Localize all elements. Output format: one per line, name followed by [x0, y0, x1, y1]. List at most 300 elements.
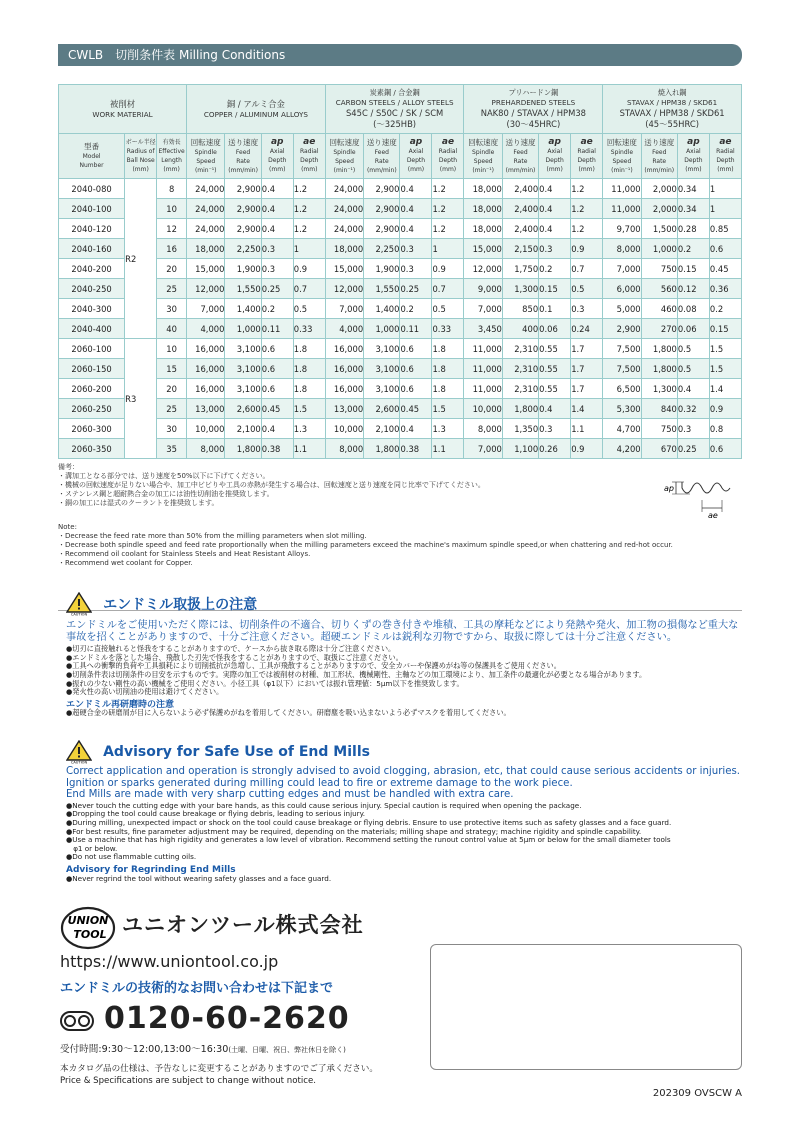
value-cell: 0.06 — [677, 319, 709, 339]
value-cell: 3,100 — [364, 359, 400, 379]
caution-en-intro-line: End Mills are made with very sharp cutting edges and must be handled with extra care. — [66, 789, 514, 801]
material-header-carbon — [325, 85, 464, 134]
param-header — [709, 134, 741, 179]
material-line: NAK80 / STAVAX / HPM38 — [480, 108, 586, 118]
caution-en-item: ●Dropping the tool could cause breakage or flying debris, leading to serious injury. — [66, 809, 366, 819]
value-cell: 1,750 — [502, 259, 538, 279]
value-cell: 10,000 — [325, 419, 363, 439]
param-header — [293, 134, 325, 179]
value-cell: 0.33 — [293, 319, 325, 339]
param-header — [502, 134, 538, 179]
value-cell: 5,000 — [603, 299, 641, 319]
value-cell: 11,000 — [464, 379, 502, 399]
param-unit: (min⁻¹) — [611, 166, 633, 174]
value-cell: 0.4 — [261, 199, 293, 219]
value-cell: 1.2 — [293, 199, 325, 219]
value-cell: 2,900 — [364, 179, 400, 199]
length-cell: 12 — [157, 219, 187, 239]
value-cell: 0.4 — [261, 419, 293, 439]
caution-en-intro-line: Ignition or sparks generated during milling could lead to fire or extreme damage to the work piece. — [66, 777, 573, 789]
value-cell: 7,000 — [325, 299, 363, 319]
param-en: Spindle — [610, 148, 634, 156]
value-cell: 0.2 — [539, 259, 571, 279]
value-cell: 1.8 — [432, 359, 464, 379]
model-cell: 2060-150 — [59, 359, 125, 379]
model-cell: 2060-250 — [59, 399, 125, 419]
value-cell: 2,100 — [364, 419, 400, 439]
value-cell: 0.4 — [400, 219, 432, 239]
value-cell: 0.36 — [709, 279, 741, 299]
value-cell: 0.26 — [539, 439, 571, 459]
caution-en-item: ●For best results, fine parameter adjustment may be required, depending on the materials; milling shape and strategy; machine rigidity and spindle capability. — [66, 826, 642, 836]
value-cell: 16,000 — [325, 339, 363, 359]
param-en: Rate — [374, 157, 389, 165]
length-cell: 20 — [157, 259, 187, 279]
value-cell: 0.4 — [261, 219, 293, 239]
value-cell: 3,100 — [225, 359, 261, 379]
value-cell: 1.4 — [709, 379, 741, 399]
notes-english — [58, 523, 673, 568]
value-cell: 1.2 — [432, 179, 464, 199]
param-unit: (mm/min) — [644, 166, 675, 174]
value-cell: 0.55 — [539, 379, 571, 399]
website-url[interactable]: https://www.uniontool.co.jp — [60, 952, 279, 971]
value-cell: 0.15 — [709, 319, 741, 339]
param-symbol: ap — [409, 137, 423, 147]
note-item: ・溝加工となる部分では、送り速度を50%以下に下げてください。 — [58, 472, 270, 480]
value-cell: 4,700 — [603, 419, 641, 439]
param-jp: 回転速度 — [190, 137, 221, 147]
value-cell: 12,000 — [325, 279, 363, 299]
param-symbol: ap — [687, 137, 700, 147]
material-line: STAVAX / HPM38 / SKD61 — [627, 98, 718, 107]
table-row — [59, 399, 742, 419]
table-row — [59, 239, 742, 259]
value-cell: 2,400 — [502, 199, 538, 219]
value-cell: 2,310 — [502, 359, 538, 379]
model-cell: 2040-200 — [59, 259, 125, 279]
value-cell: 2,400 — [502, 219, 538, 239]
value-cell: 0.9 — [293, 259, 325, 279]
caution-jp-intro-line: エンドミルをご使用いただく際には、切削条件の不適合、切りくずの巻き付きや堆積、工具の摩耗などにより発熱や発火、加工物の損傷など重大な — [66, 620, 739, 631]
length-cell: 30 — [157, 299, 187, 319]
caution-en-title: Advisory for Safe Use of End Mills — [103, 744, 370, 760]
value-cell: 24,000 — [325, 199, 363, 219]
value-cell: 0.3 — [539, 239, 571, 259]
radius-header-en: Ball Nose — [126, 157, 155, 164]
value-cell: 0.6 — [400, 339, 432, 359]
work-material-en: WORK MATERIAL — [92, 109, 153, 119]
value-cell: 1,900 — [225, 259, 261, 279]
caution-badge-text: CAUTION — [70, 612, 88, 616]
value-cell: 15,000 — [464, 239, 502, 259]
table-row — [59, 219, 742, 239]
value-cell: 1.5 — [432, 399, 464, 419]
value-cell: 1,500 — [641, 219, 677, 239]
table-row — [59, 379, 742, 399]
param-symbol: ae — [580, 137, 593, 147]
table-row — [59, 319, 742, 339]
value-cell: 1.3 — [432, 419, 464, 439]
material-line: STAVAX / HPM38 / SKD61 — [619, 108, 725, 118]
param-symbol: ap — [548, 137, 561, 147]
param-en: Speed — [473, 157, 493, 165]
value-cell: 1.8 — [432, 379, 464, 399]
caution-en-item: φ1 or below. — [66, 843, 118, 853]
material-line: PREHARDENED STEELS — [491, 98, 576, 107]
value-cell: 7,500 — [603, 359, 641, 379]
value-cell: 0.45 — [261, 399, 293, 419]
param-header — [464, 134, 502, 179]
model-cell: 2060-200 — [59, 379, 125, 399]
param-en: Speed — [196, 157, 216, 165]
value-cell: 9,000 — [464, 279, 502, 299]
param-header — [677, 134, 709, 179]
note-item: ・Decrease the feed rate more than 50% from the milling parameters when slot milling. — [58, 532, 367, 540]
union-tool-logo — [60, 905, 116, 951]
value-cell: 11,000 — [464, 339, 502, 359]
param-jp: 送り速度 — [505, 137, 536, 147]
value-cell: 0.5 — [293, 299, 325, 319]
value-cell: 0.34 — [677, 199, 709, 219]
value-cell: 0.1 — [539, 299, 571, 319]
table-row — [59, 259, 742, 279]
model-cell: 2040-100 — [59, 199, 125, 219]
model-cell: 2040-250 — [59, 279, 125, 299]
value-cell: 3,100 — [225, 339, 261, 359]
milling-conditions-table — [58, 84, 742, 459]
value-cell: 0.15 — [677, 259, 709, 279]
radius-cell: R2 — [125, 179, 157, 339]
length-header-unit: (mm) — [163, 166, 180, 173]
reception-hours — [60, 1041, 346, 1055]
radius-header-jp: ボール半径 — [125, 139, 156, 146]
length-header-en: Effective — [158, 148, 185, 155]
inquiry-text: エンドミルの技術的なお問い合わせは下記まで — [60, 981, 334, 996]
param-unit: (min⁻¹) — [472, 166, 494, 174]
logo-text-top: UNION — [67, 914, 109, 927]
value-cell: 0.9 — [571, 239, 603, 259]
material-line: (～325HB) — [373, 119, 417, 129]
logo-text-bottom: TOOL — [73, 928, 107, 941]
value-cell: 1,800 — [641, 339, 677, 359]
param-header — [539, 134, 571, 179]
param-jp: 送り速度 — [366, 137, 397, 147]
hours-text: 受付時間:9:30～12:00,13:00～16:30 — [60, 1044, 229, 1055]
value-cell: 0.3 — [571, 299, 603, 319]
value-cell: 18,000 — [187, 239, 225, 259]
distributor-stamp-box — [430, 944, 742, 1070]
value-cell: 0.6 — [261, 339, 293, 359]
value-cell: 2,310 — [502, 339, 538, 359]
material-header-prehardened — [464, 85, 603, 134]
param-en: Feed — [235, 148, 251, 156]
value-cell: 24,000 — [325, 219, 363, 239]
model-header-en: Model — [82, 153, 101, 160]
value-cell: 24,000 — [187, 199, 225, 219]
value-cell: 1.4 — [571, 399, 603, 419]
param-header — [641, 134, 677, 179]
value-cell: 11,000 — [464, 359, 502, 379]
value-cell: 7,000 — [603, 259, 641, 279]
value-cell: 1,100 — [502, 439, 538, 459]
value-cell: 2,900 — [603, 319, 641, 339]
param-en: Feed — [374, 148, 389, 156]
value-cell: 0.2 — [400, 299, 432, 319]
notes-en-title: Note: — [58, 523, 77, 531]
value-cell: 0.3 — [400, 239, 432, 259]
param-en: Radial — [299, 148, 319, 155]
regrind-en-title: Advisory for Regrinding End Mills — [66, 864, 236, 875]
value-cell: 0.25 — [261, 279, 293, 299]
value-cell: 1,350 — [502, 419, 538, 439]
param-en: Radial — [577, 148, 596, 155]
length-cell: 10 — [157, 339, 187, 359]
note-item: ・Recommend wet coolant for Copper. — [58, 559, 193, 567]
value-cell: 1.7 — [571, 379, 603, 399]
model-cell: 2060-100 — [59, 339, 125, 359]
param-en: Feed — [513, 148, 528, 156]
hours-note: (土曜、日曜、祝日、弊社休日を除く) — [228, 1046, 346, 1054]
value-cell: 1.5 — [293, 399, 325, 419]
value-cell: 2,900 — [225, 199, 261, 219]
value-cell: 13,000 — [325, 399, 363, 419]
param-unit: (mm) — [685, 166, 702, 173]
caution-jp-heading — [66, 592, 257, 616]
regrind-jp-title: エンドミル再研磨時の注意 — [66, 699, 175, 710]
param-en: Depth — [684, 157, 703, 164]
value-cell: 18,000 — [325, 239, 363, 259]
param-en: Depth — [438, 157, 458, 164]
model-cell: 2060-300 — [59, 419, 125, 439]
value-cell: 0.6 — [400, 379, 432, 399]
value-cell: 0.11 — [400, 319, 432, 339]
ap-ae-diagram — [660, 474, 740, 520]
value-cell: 11,000 — [603, 179, 641, 199]
value-cell: 8,000 — [187, 439, 225, 459]
value-cell: 0.2 — [677, 239, 709, 259]
value-cell: 16,000 — [187, 359, 225, 379]
value-cell: 0.45 — [709, 259, 741, 279]
param-header — [187, 134, 225, 179]
caution-en-body — [66, 766, 756, 883]
value-cell: 0.4 — [400, 199, 432, 219]
param-header — [325, 134, 363, 179]
param-header — [400, 134, 432, 179]
regrind-jp-item: ●超硬合金の研磨屑が目に入らないよう必ず保護めがねを着用してください。研磨塵を吸い込まないよう必ずマスクを着用してください。 — [66, 708, 511, 718]
value-cell: 18,000 — [464, 179, 502, 199]
value-cell: 1,000 — [225, 319, 261, 339]
value-cell: 0.9 — [432, 259, 464, 279]
value-cell: 0.45 — [400, 399, 432, 419]
caution-jp-intro-line: 事故を招くことがありますので、十分ご注意ください。超硬エンドミルは鋭利な刃物ですから、取扱に際しては十分ご注意ください。 — [66, 631, 678, 643]
caution-badge-text: CAUTION — [70, 760, 88, 764]
value-cell: 0.32 — [677, 399, 709, 419]
value-cell: 16,000 — [325, 359, 363, 379]
length-cell: 25 — [157, 399, 187, 419]
value-cell: 1,550 — [225, 279, 261, 299]
note-item: ・Decrease both spindle speed and feed rate proportionally when the milling parameters exceed the machine's maximum spindle speed,or when chattering and red-hot occur. — [58, 541, 673, 549]
param-en: Axial — [686, 148, 701, 155]
param-header — [225, 134, 261, 179]
value-cell: 11,000 — [603, 199, 641, 219]
model-cell: 2040-120 — [59, 219, 125, 239]
param-en: Axial — [269, 148, 285, 155]
param-en: Depth — [577, 157, 596, 164]
table-row — [59, 439, 742, 459]
param-unit: (mm) — [269, 166, 286, 173]
param-en: Depth — [268, 157, 287, 164]
value-cell: 1,000 — [364, 319, 400, 339]
length-cell: 35 — [157, 439, 187, 459]
param-en: Axial — [408, 148, 424, 155]
param-header — [571, 134, 603, 179]
param-unit: (min⁻¹) — [333, 166, 356, 174]
param-jp: 回転速度 — [468, 137, 499, 147]
material-line: 銅 / アルミ合金 — [226, 98, 285, 109]
param-unit: (mm) — [578, 166, 595, 173]
material-line: 炭素鋼 / 合金鋼 — [369, 88, 420, 97]
param-en: Depth — [300, 157, 319, 164]
value-cell: 0.06 — [539, 319, 571, 339]
caution-warning-icon — [66, 740, 92, 764]
param-symbol: ae — [719, 137, 732, 147]
caution-en-heading — [66, 740, 370, 764]
material-header-hardened — [603, 85, 742, 134]
model-cell: 2040-400 — [59, 319, 125, 339]
value-cell: 750 — [641, 259, 677, 279]
param-en: Feed — [652, 148, 667, 156]
value-cell: 0.3 — [261, 259, 293, 279]
value-cell: 1.5 — [709, 339, 741, 359]
value-cell: 16,000 — [325, 379, 363, 399]
value-cell: 0.55 — [539, 339, 571, 359]
value-cell: 0.4 — [677, 379, 709, 399]
value-cell: 1 — [709, 179, 741, 199]
param-unit: (mm/min) — [228, 166, 258, 174]
length-cell: 40 — [157, 319, 187, 339]
length-cell: 16 — [157, 239, 187, 259]
value-cell: 0.25 — [400, 279, 432, 299]
caution-jp-title: エンドミル取扱上の注意 — [103, 597, 258, 613]
param-symbol: ae — [441, 137, 455, 147]
param-en: Speed — [335, 157, 354, 165]
spec-notice-jp: 本カタログ品の仕様は、予告なしに変更することがありますのでご了承ください。 — [60, 1064, 378, 1074]
value-cell: 1.7 — [571, 359, 603, 379]
catalog-code: 202309 OVSCW A — [652, 1088, 742, 1099]
length-cell: 8 — [157, 179, 187, 199]
value-cell: 18,000 — [464, 219, 502, 239]
value-cell: 2,250 — [225, 239, 261, 259]
value-cell: 2,310 — [502, 379, 538, 399]
value-cell: 1 — [432, 239, 464, 259]
param-en: Rate — [513, 157, 528, 165]
length-header-jp: 有効長 — [162, 139, 181, 146]
phone-number[interactable]: 0120-60-2620 — [104, 1001, 350, 1036]
param-unit: (mm/min) — [366, 166, 397, 174]
ae-label: ae — [708, 511, 718, 520]
value-cell: 0.25 — [677, 439, 709, 459]
value-cell: 0.24 — [571, 319, 603, 339]
length-cell: 30 — [157, 419, 187, 439]
free-dial-icon — [60, 1010, 94, 1032]
model-cell: 2040-300 — [59, 299, 125, 319]
company-name: ユニオンツール株式会社 — [122, 913, 364, 937]
value-cell: 1.1 — [293, 439, 325, 459]
spec-notice-en: Price & Specifications are subject to change without notice. — [60, 1076, 316, 1086]
length-cell: 15 — [157, 359, 187, 379]
param-symbol: ap — [270, 137, 284, 147]
note-item: ・Recommend oil coolant for Stainless Steels and Heat Resistant Alloys. — [58, 550, 311, 558]
radius-header-en: Radius of — [126, 148, 155, 155]
material-line: (45～55HRC) — [645, 119, 699, 129]
work-material-header — [59, 85, 187, 134]
value-cell: 0.12 — [677, 279, 709, 299]
value-cell: 1.8 — [432, 339, 464, 359]
radius-cell: R3 — [125, 339, 157, 459]
param-en: Radial — [438, 148, 458, 155]
value-cell: 2,900 — [225, 219, 261, 239]
param-header — [432, 134, 464, 179]
param-en: Rate — [652, 157, 667, 165]
param-symbol: ae — [303, 137, 316, 147]
value-cell: 0.3 — [677, 419, 709, 439]
material-line: プリハードン鋼 — [508, 88, 559, 97]
value-cell: 8,000 — [464, 419, 502, 439]
value-cell: 1.2 — [432, 199, 464, 219]
value-cell: 0.55 — [539, 359, 571, 379]
value-cell: 850 — [502, 299, 538, 319]
value-cell: 0.6 — [261, 359, 293, 379]
length-cell: 25 — [157, 279, 187, 299]
value-cell: 750 — [641, 419, 677, 439]
model-header — [59, 134, 125, 179]
value-cell: 1,800 — [641, 359, 677, 379]
value-cell: 9,700 — [603, 219, 641, 239]
value-cell: 4,200 — [603, 439, 641, 459]
value-cell: 2,400 — [502, 179, 538, 199]
value-cell: 1.2 — [293, 179, 325, 199]
table-row — [59, 339, 742, 359]
material-line: COPPER / ALUMINUM ALLOYS — [203, 109, 308, 119]
notes-jp-title: 備考： — [58, 463, 79, 471]
value-cell: 0.15 — [539, 279, 571, 299]
param-en: Spindle — [194, 148, 217, 156]
value-cell: 460 — [641, 299, 677, 319]
length-header — [157, 134, 187, 179]
value-cell: 1,300 — [641, 379, 677, 399]
value-cell: 0.11 — [261, 319, 293, 339]
value-cell: 0.34 — [677, 179, 709, 199]
value-cell: 1.1 — [432, 439, 464, 459]
caution-en-item: ●Use a machine that has high rigidity and generates a low level of vibration. Recommend setting the runout control value at 5μm or below for the small diameter tools — [66, 835, 671, 845]
value-cell: 0.9 — [709, 399, 741, 419]
value-cell: 0.4 — [400, 179, 432, 199]
value-cell: 2,250 — [364, 239, 400, 259]
value-cell: 2,900 — [364, 219, 400, 239]
model-header-en: Number — [79, 162, 104, 169]
value-cell: 1.1 — [571, 419, 603, 439]
value-cell: 0.4 — [400, 419, 432, 439]
value-cell: 0.5 — [677, 359, 709, 379]
table-row — [59, 199, 742, 219]
caution-jp-item: ●エンドミルを落とした場合、飛散した刃先で怪我をすることがありますので、取扱にご注意ください。 — [66, 652, 403, 662]
param-en: Depth — [406, 157, 426, 164]
param-en: Depth — [545, 157, 564, 164]
caution-jp-item: ●工具への衝撃的負荷や工具損耗により切削抵抗が急増し、工具が飛散することがありますので、安全カバーや保護めがね等の保護具をご使用ください。 — [66, 661, 561, 671]
value-cell: 1.8 — [293, 339, 325, 359]
caution-jp-item: ●切刃に直接触れると怪我をすることがありますので、ケースから抜き取る際は十分ご注意ください。 — [66, 644, 396, 654]
